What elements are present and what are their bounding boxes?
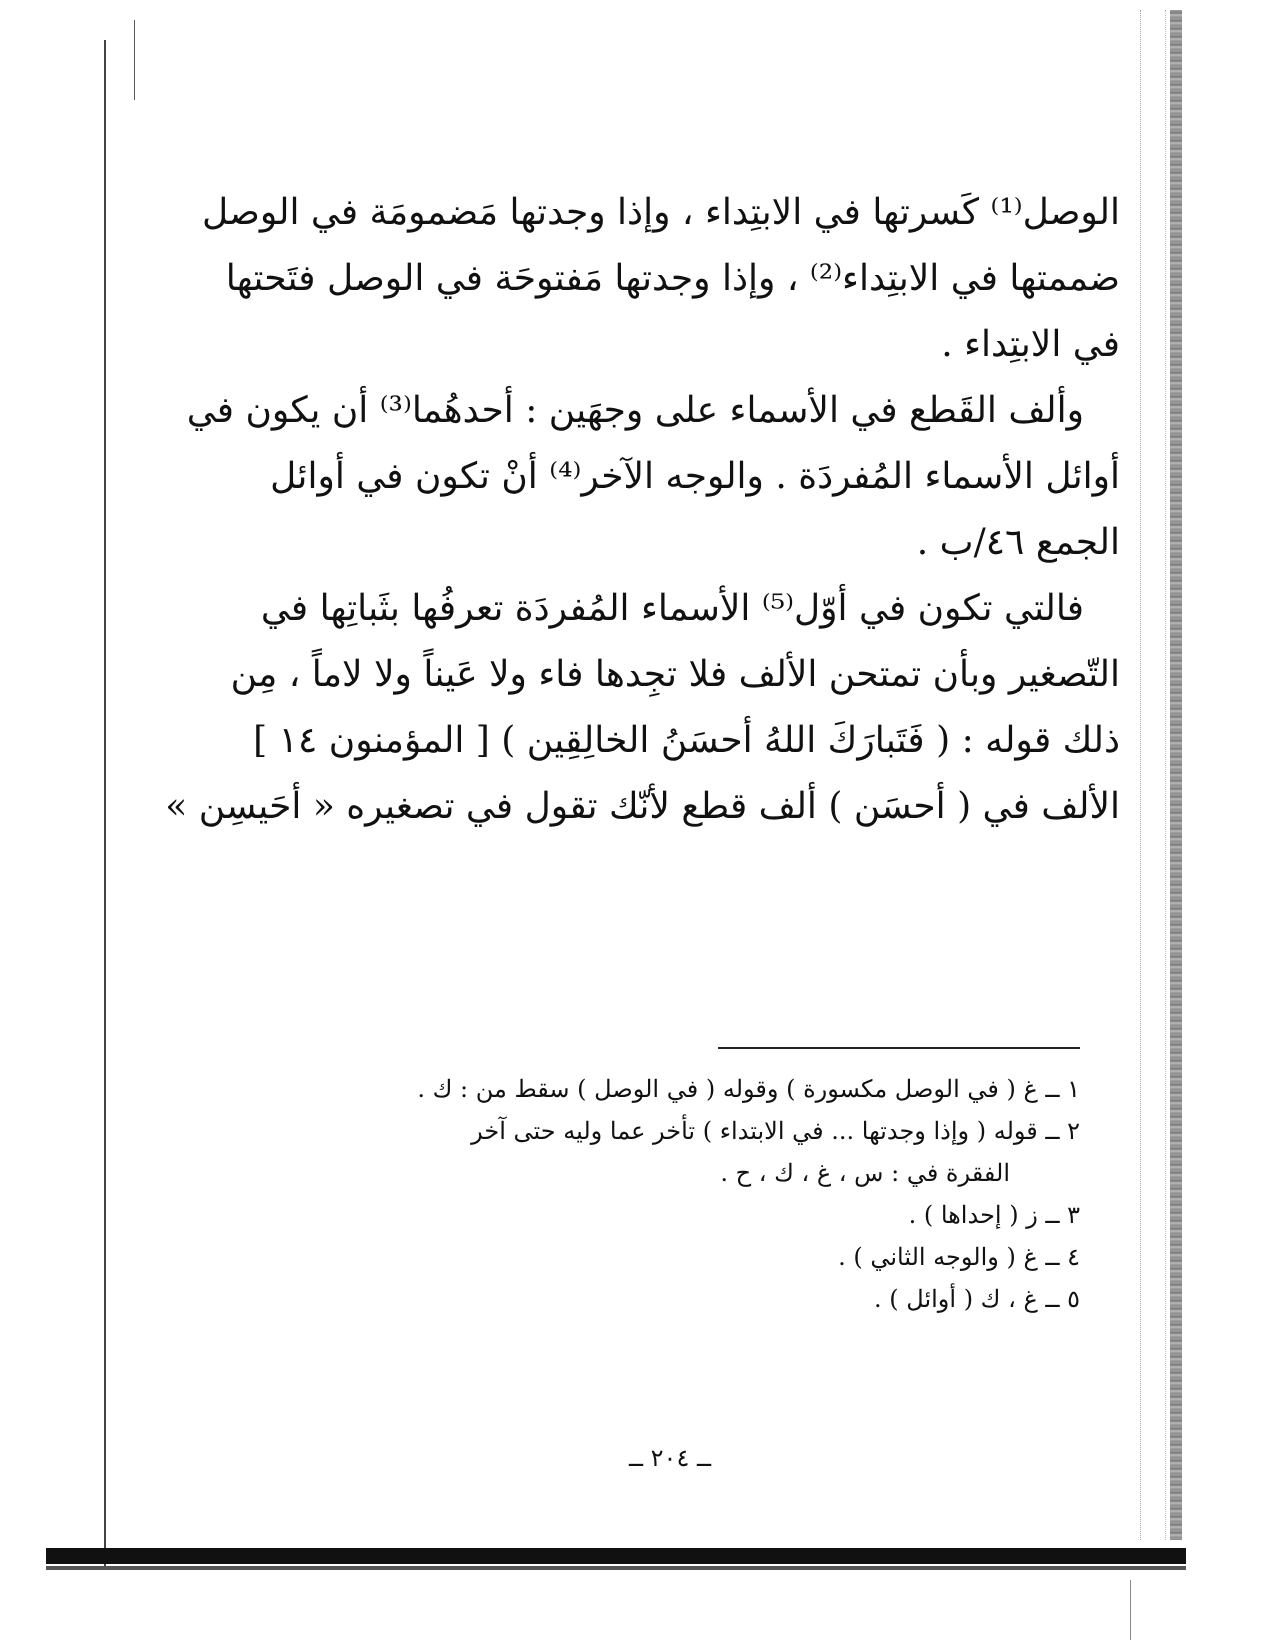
text-line-1: الوصل⁽¹⁾ كَسرتها في الابتِداء ، وإذا وجدتها مَضمومَة في الوصل bbox=[202, 192, 1120, 233]
text-line-8: التّصغير وبأن تمتحن الألف فلا تجِدها فاء ولا عَيناً ولا لاماً ، مِن bbox=[230, 654, 1120, 695]
scan-right-edge-dots bbox=[1140, 10, 1166, 1540]
text-line-2: ضممتها في الابتِداء⁽²⁾ ، وإذا وجدتها مَفتوحَة في الوصل فتَحتها bbox=[225, 258, 1120, 299]
main-text-block bbox=[165, 180, 1120, 840]
scan-bottom-bar bbox=[46, 1548, 1186, 1564]
text-line-9: ذلك قوله : ( فَتَبارَكَ اللهُ أحسَنُ الخالِقِين ) [ المؤمنون ١٤ ] bbox=[253, 720, 1120, 761]
text-line-3: في الابتِداء . bbox=[941, 324, 1120, 365]
scan-bottom-bar-shadow bbox=[46, 1566, 1186, 1570]
scan-right-edge bbox=[1170, 10, 1182, 1540]
text-line-5: أوائل الأسماء المُفردَة . والوجه الآخر⁽⁴⁾ أنْ تكون في أوائل bbox=[270, 456, 1120, 497]
text-line-7: فالتي تكون في أوّل⁽⁵⁾ الأسماء المُفردَة تعرفُها بثَباتِها في bbox=[260, 588, 1084, 629]
footnote-separator bbox=[718, 1047, 1080, 1049]
footnote-3: ٣ ــ ز ( إحداها ) . bbox=[908, 1201, 1080, 1229]
footnotes-block bbox=[320, 1068, 1080, 1320]
footnote-2: ٢ ــ قوله ( وإذا وجدتها ... في الابتداء ) تأخر عما وليه حتى آخر bbox=[471, 1117, 1080, 1145]
text-line-6: الجمع ٤٦/ب . bbox=[916, 522, 1120, 563]
text-line-10: الألف في ( أحسَن ) ألف قطع لأنّك تقول في تصغيره « أحَيسِن » bbox=[165, 786, 1120, 827]
scan-left-rule bbox=[104, 40, 106, 1570]
scan-left-mark bbox=[134, 20, 135, 100]
page-number: ــ ٢٠٤ ــ bbox=[628, 1444, 712, 1472]
scan-bottom-marks bbox=[1130, 1580, 1191, 1640]
footnote-4: ٤ ــ غ ( والوجه الثاني ) . bbox=[838, 1243, 1080, 1271]
footnote-2-continued: الفقرة في : س ، غ ، ك ، ح . bbox=[720, 1159, 1010, 1187]
footnote-5: ٥ ــ غ ، ك ( أوائل ) . bbox=[874, 1285, 1080, 1313]
text-line-4: وألف القَطع في الأسماء على وجهَين : أحدهُما⁽³⁾ أن يكون في bbox=[186, 390, 1084, 431]
footnote-1: ١ ــ غ ( في الوصل مكسورة ) وقوله ( في الوصل ) سقط من : ك . bbox=[417, 1075, 1080, 1103]
